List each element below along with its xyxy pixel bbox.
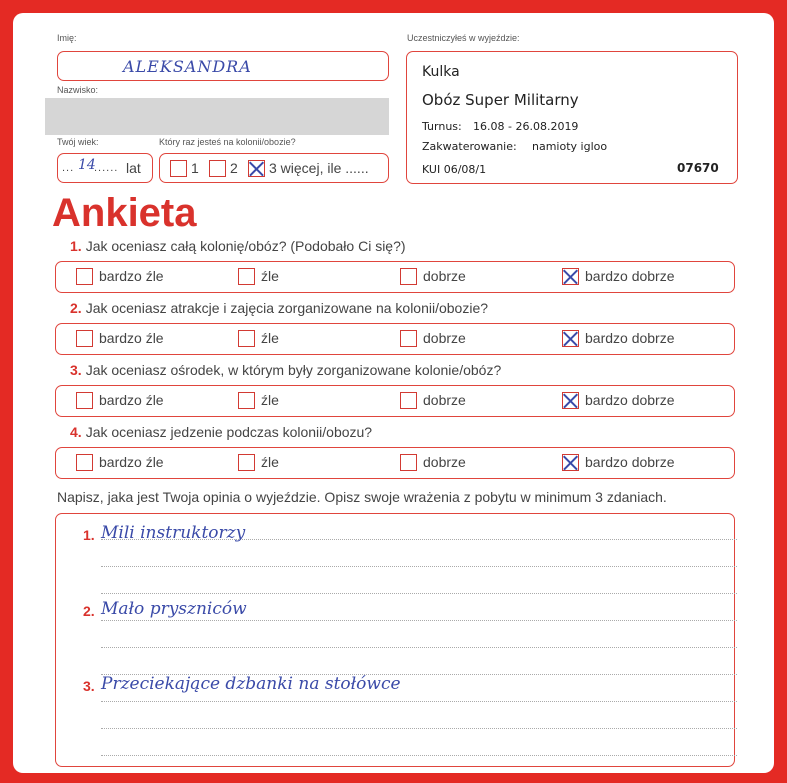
times-field (159, 153, 389, 183)
accommodation-value: namioty igloo (532, 140, 608, 153)
question-text: Jak oceniasz jedzenie podczas kolonii/obozu? (85, 424, 373, 440)
rating-option-label: źle (261, 454, 279, 470)
rating-option-label: bardzo dobrze (585, 392, 675, 408)
age-label: Twój wiek: (57, 137, 99, 147)
opinion-number: 2. (83, 603, 95, 619)
times-option-1: 1 (191, 160, 199, 176)
first-name-label: Imię: (57, 33, 77, 43)
age-field[interactable] (57, 153, 153, 183)
rating-option-label: dobrze (423, 330, 466, 346)
times-option-2: 2 (230, 160, 238, 176)
writing-line (101, 566, 737, 567)
rating-checkbox[interactable] (76, 268, 93, 285)
page-title: Ankieta (52, 191, 197, 235)
trip-label: Uczestniczyłeś w wyjeździe: (407, 33, 520, 43)
rating-option-label: dobrze (423, 268, 466, 284)
question-text: Jak oceniasz całą kolonię/obóz? (Podobało Ci się?) (85, 238, 406, 254)
rating-option-label: bardzo źle (99, 454, 164, 470)
rating-checkbox[interactable] (400, 268, 417, 285)
rating-option-label: bardzo źle (99, 392, 164, 408)
writing-line (101, 755, 737, 756)
age-value: 14 (78, 157, 96, 173)
rating-option-label: bardzo dobrze (585, 330, 675, 346)
first-name-field[interactable] (57, 51, 389, 81)
trip-camp: Obóz Super Militarny (422, 91, 579, 109)
rating-option-label: źle (261, 268, 279, 284)
last-name-redacted (45, 98, 389, 135)
times-checkbox-2[interactable] (209, 160, 226, 177)
question-number: 3. (70, 362, 82, 378)
rating-checkbox[interactable] (562, 268, 579, 285)
age-dots-right: ...... (94, 162, 119, 174)
writing-line (101, 593, 737, 594)
age-unit: lat (126, 160, 141, 176)
question-2 (70, 300, 488, 316)
age-dots-left: ... (62, 162, 75, 174)
opinion-number: 3. (83, 678, 95, 694)
question-1 (70, 238, 406, 254)
question-number: 1. (70, 238, 82, 254)
question-number: 2. (70, 300, 82, 316)
rating-checkbox[interactable] (238, 330, 255, 347)
turnus-label: Turnus: (422, 120, 462, 133)
rating-checkbox[interactable] (400, 454, 417, 471)
times-option-3: 3 więcej, ile ...... (269, 160, 369, 176)
trip-code: KUI 06/08/1 (422, 163, 487, 176)
opinion-prompt: Napisz, jaka jest Twoja opinia o wyjeździe. Opisz swoje wrażenia z pobytu w minimum 3 zdaniach. (57, 489, 667, 505)
rating-option-label: źle (261, 330, 279, 346)
first-name-value: ALEKSANDRA (123, 57, 252, 76)
question-4 (70, 424, 372, 440)
rating-checkbox[interactable] (238, 454, 255, 471)
rating-option-label: źle (261, 392, 279, 408)
times-checkbox-1[interactable] (170, 160, 187, 177)
times-checkbox-3[interactable] (248, 160, 265, 177)
opinion-number: 1. (83, 527, 95, 543)
trip-info-box (406, 51, 738, 184)
trip-name: Kulka (422, 64, 460, 80)
question-3 (70, 362, 501, 378)
question-number: 4. (70, 424, 82, 440)
writing-line (101, 728, 737, 729)
writing-line (101, 647, 737, 648)
last-name-label: Nazwisko: (57, 85, 99, 95)
survey-sheet (13, 13, 774, 773)
question-text: Jak oceniasz atrakcje i zajęcia zorganizowane na kolonii/obozie? (85, 300, 489, 316)
rating-checkbox[interactable] (76, 454, 93, 471)
turnus-value: 16.08 - 26.08.2019 (473, 120, 579, 133)
trip-number: 07670 (677, 161, 719, 175)
rating-checkbox[interactable] (400, 392, 417, 409)
opinion-text: Mało pryszniców (101, 599, 247, 619)
accommodation-label: Zakwaterowanie: (422, 140, 517, 153)
rating-option-label: dobrze (423, 392, 466, 408)
rating-checkbox[interactable] (562, 392, 579, 409)
times-label: Który raz jesteś na kolonii/obozie? (159, 137, 296, 147)
rating-row-1 (55, 261, 735, 293)
rating-checkbox[interactable] (562, 454, 579, 471)
rating-option-label: bardzo źle (99, 268, 164, 284)
rating-checkbox[interactable] (76, 392, 93, 409)
opinion-text: Mili instruktorzy (101, 523, 246, 543)
writing-line (101, 620, 737, 621)
rating-row-2 (55, 323, 735, 355)
rating-checkbox[interactable] (238, 268, 255, 285)
rating-checkbox[interactable] (76, 330, 93, 347)
rating-row-3 (55, 385, 735, 417)
rating-checkbox[interactable] (400, 330, 417, 347)
rating-row-4 (55, 447, 735, 479)
rating-option-label: bardzo źle (99, 330, 164, 346)
rating-option-label: dobrze (423, 454, 466, 470)
rating-option-label: bardzo dobrze (585, 454, 675, 470)
rating-checkbox[interactable] (238, 392, 255, 409)
opinion-text: Przeciekające dzbanki na stołówce (101, 674, 401, 694)
rating-option-label: bardzo dobrze (585, 268, 675, 284)
question-text: Jak oceniasz ośrodek, w którym były zorganizowane kolonie/obóz? (85, 362, 502, 378)
rating-checkbox[interactable] (562, 330, 579, 347)
writing-line (101, 701, 737, 702)
